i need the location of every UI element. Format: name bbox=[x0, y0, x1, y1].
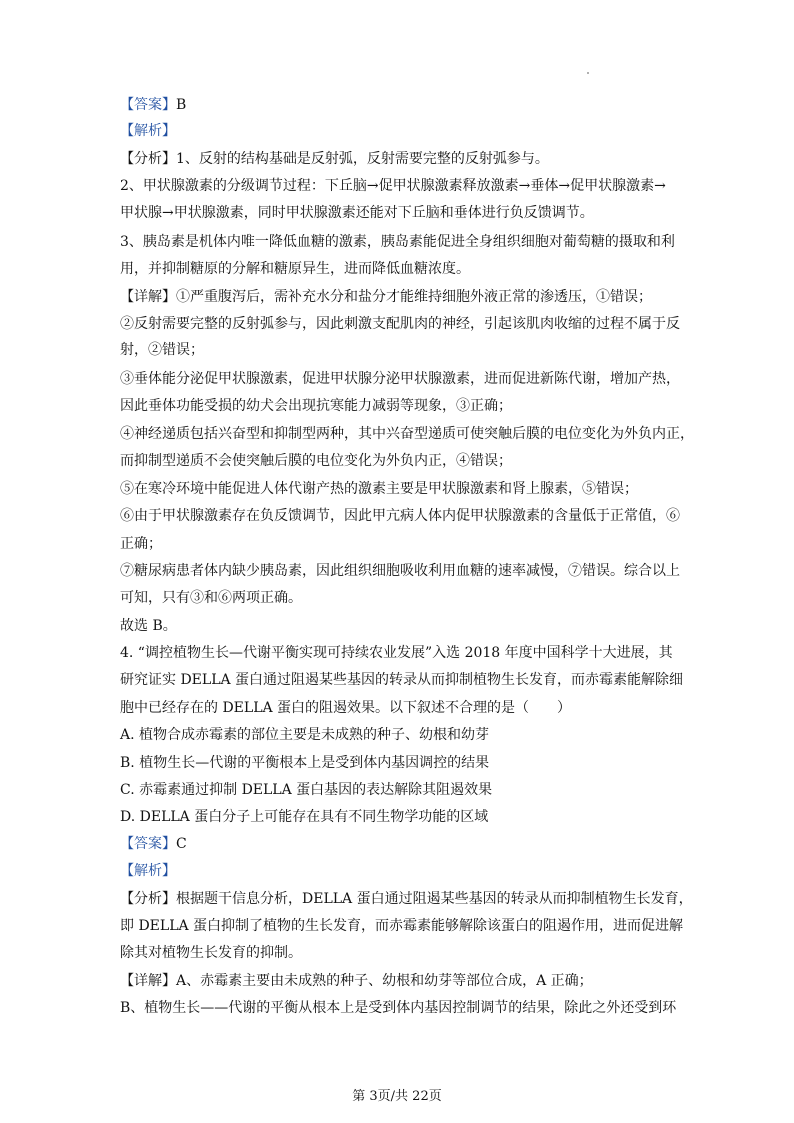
q3-analysis-heading: 【解析】 bbox=[120, 123, 176, 139]
q3-fenxi-1: 【分析】1、反射的结构基础是反射弧，反射需要完整的反射弧参与。 bbox=[120, 151, 549, 167]
q4-stem-2: 研究证实 DELLA 蛋白通过阻遏某些基因的转录从而抑制植物生长发育，而赤霉素能解除细 bbox=[120, 672, 684, 688]
q3-detail-4a: ④神经递质包括兴奋型和抑制型两种，其中兴奋型递质可使突触后膜的电位变化为外负内正， bbox=[120, 426, 694, 442]
q4-analysis-heading: 【解析】 bbox=[120, 863, 176, 879]
q4-option-a: A. 植物合成赤霉素的部位主要是未成熟的种子、幼根和幼芽 bbox=[120, 727, 490, 743]
q3-detail-4b: 而抑制型递质不会使突触后膜的电位变化为外负内正，④错误； bbox=[120, 453, 512, 469]
q4-option-d: D. DELLA 蛋白分子上可能存在具有不同生物学功能的区域 bbox=[120, 809, 489, 825]
q3-detail-3b: 因此垂体功能受损的幼犬会出现抗寒能力减弱等现象，③正确； bbox=[120, 398, 512, 414]
q3-detail-6b: 正确； bbox=[120, 536, 162, 552]
q4-answer: 【答案】C bbox=[120, 836, 187, 852]
q3-detail-1: 【详解】①严重腹泻后，需补充水分和盐分才能维持细胞外液正常的渗透压，①错误； bbox=[120, 289, 652, 305]
q3-detail-5: ⑤在寒冷环境中能促进人体代谢产热的激素主要是甲状腺激素和肾上腺素，⑤错误； bbox=[120, 481, 638, 497]
page-dot bbox=[587, 72, 589, 74]
q3-detail-6a: ⑥由于甲状腺激素存在负反馈调节，因此甲亢病人体内促甲状腺激素的含量低于正常值，⑥ bbox=[120, 508, 680, 524]
q3-answer: 【答案】B bbox=[120, 97, 187, 113]
q3-choose: 故选 B。 bbox=[120, 618, 177, 634]
q3-detail-3a: ③垂体能分泌促甲状腺激素，促进甲状腺分泌甲状腺激素，进而促进新陈代谢，增加产热， bbox=[120, 371, 680, 387]
q3-detail-7a: ⑦糖尿病患者体内缺少胰岛素，因此组织细胞吸收利用血糖的速率减慢，⑦错误。综合以上 bbox=[120, 563, 680, 579]
q4-option-b: B. 植物生长—代谢的平衡根本上是受到体内基因调控的结果 bbox=[120, 755, 490, 771]
q3-detail-7b: 可知，只有③和⑥两项正确。 bbox=[120, 590, 302, 606]
q3-detail-2a: ②反射需要完整的反射弧参与，因此刺激支配肌肉的神经，引起该肌肉收缩的过程不属于反 bbox=[120, 316, 680, 332]
q3-fenxi-3a: 3、胰岛素是机体内唯一降低血糖的激素，胰岛素能促进全身组织细胞对葡萄糖的摄取和利 bbox=[120, 234, 675, 250]
q4-fenxi-2: 即 DELLA 蛋白抑制了植物的生长发育，而赤霉素能够解除该蛋白的阻遏作用，进而促进解 bbox=[120, 918, 684, 934]
q4-option-c: C. 赤霉素通过抑制 DELLA 蛋白基因的表达解除其阻遏效果 bbox=[120, 782, 493, 798]
q4-detail-a: 【详解】A、赤霉素主要由未成熟的种子、幼根和幼芽等部位合成，A 正确； bbox=[120, 973, 593, 989]
q3-fenxi-2b: 甲状腺→甲状腺激素，同时甲状腺激素还能对下丘脑和垂体进行负反馈调节。 bbox=[120, 205, 594, 221]
q3-fenxi-2a: 2、甲状腺激素的分级调节过程：下丘脑→促甲状腺激素释放激素→垂体→促甲状腺激素→ bbox=[120, 178, 666, 194]
q3-detail-2b: 射，②错误； bbox=[120, 342, 204, 358]
q3-fenxi-3b: 用，并抑制糖原的分解和糖原异生，进而降低血糖浓度。 bbox=[120, 261, 470, 277]
q4-fenxi-3: 除其对植物生长发育的抑制。 bbox=[120, 945, 302, 961]
q4-stem-1: 4. “调控植物生长—代谢平衡实现可持续农业发展”入选 2018 年度中国科学十大进展，其 bbox=[120, 645, 673, 661]
q4-detail-b: B、植物生长——代谢的平衡从根本上是受到体内基因控制调节的结果，除此之外还受到环 bbox=[120, 1000, 677, 1016]
q4-stem-3: 胞中已经存在的 DELLA 蛋白的阻遏效果。以下叙述不合理的是（ ） bbox=[120, 700, 572, 716]
page-footer: 第 3页/共 22页 bbox=[352, 1089, 442, 1104]
q4-fenxi-1: 【分析】根据题干信息分析，DELLA 蛋白通过阻遏某些基因的转录从而抑制植物生长发育， bbox=[120, 891, 693, 907]
